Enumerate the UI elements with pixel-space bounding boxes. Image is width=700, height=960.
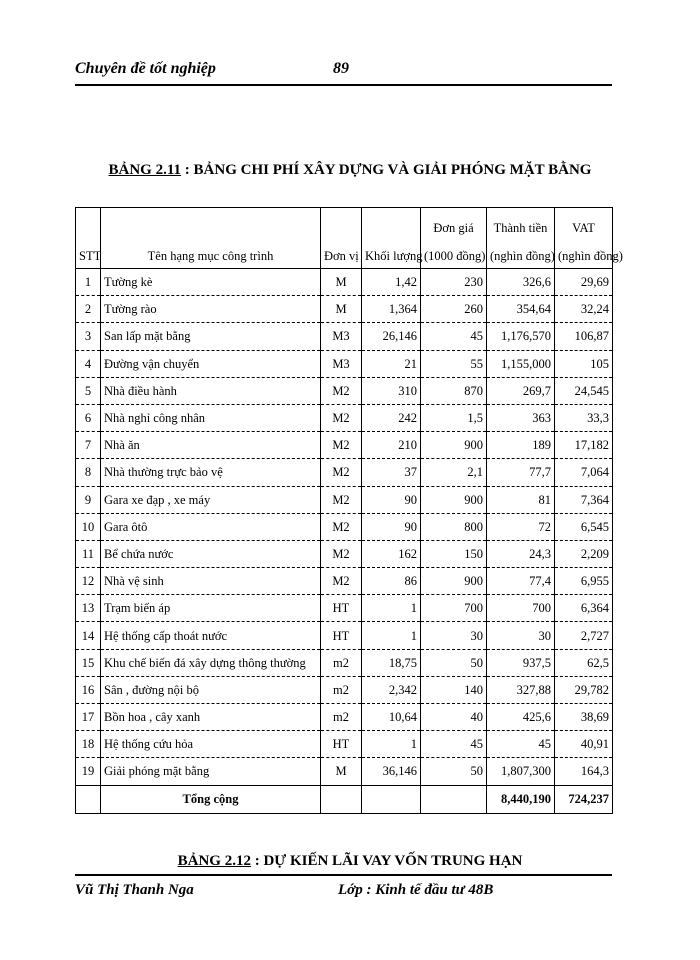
row-unit-price: 45 — [421, 323, 487, 350]
row-item-name: Hệ thống cấp thoát nước — [101, 622, 321, 649]
table-row — [76, 296, 613, 323]
row-vat: 40,91 — [555, 731, 613, 758]
row-unit-price: 50 — [421, 649, 487, 676]
header-item-name: Tên hạng mục công trình — [101, 208, 321, 269]
row-amount: 30 — [487, 622, 555, 649]
row-stt: 9 — [76, 486, 101, 513]
table-row — [76, 513, 613, 540]
row-item-name: Bể chứa nước — [101, 540, 321, 567]
row-vat: 32,24 — [555, 296, 613, 323]
table-caption: : BẢNG CHI PHÍ XÂY DỰNG VÀ GIẢI PHÓNG MẶT BẰNG — [181, 162, 592, 178]
row-unit-price: 900 — [421, 568, 487, 595]
row-quantity: 37 — [362, 459, 421, 486]
table-row — [76, 404, 613, 431]
table-row — [76, 323, 613, 350]
row-stt: 17 — [76, 704, 101, 731]
row-vat: 6,364 — [555, 595, 613, 622]
row-vat: 2,727 — [555, 622, 613, 649]
row-quantity: 1 — [362, 595, 421, 622]
header-unit: Đơn vị — [321, 208, 362, 269]
row-unit-price: 900 — [421, 432, 487, 459]
row-vat: 17,182 — [555, 432, 613, 459]
row-item-name: Nhà ăn — [101, 432, 321, 459]
row-unit: M2 — [321, 377, 362, 404]
total-blank — [362, 785, 421, 813]
row-vat: 6,545 — [555, 513, 613, 540]
table-row — [76, 540, 613, 567]
row-vat: 2,209 — [555, 540, 613, 567]
row-unit-price: 140 — [421, 676, 487, 703]
row-item-name: Gara ôtô — [101, 513, 321, 540]
row-unit: M — [321, 296, 362, 323]
row-quantity: 210 — [362, 432, 421, 459]
header-quantity: Khối lượng — [362, 208, 421, 269]
page-header — [75, 56, 612, 86]
row-unit-price: 230 — [421, 269, 487, 296]
row-vat: 7,064 — [555, 459, 613, 486]
table-row — [76, 758, 613, 785]
row-stt: 16 — [76, 676, 101, 703]
row-unit: m2 — [321, 676, 362, 703]
row-quantity: 26,146 — [362, 323, 421, 350]
row-unit: M3 — [321, 350, 362, 377]
row-stt: 5 — [76, 377, 101, 404]
table-row — [76, 704, 613, 731]
row-stt: 10 — [76, 513, 101, 540]
row-unit-price: 50 — [421, 758, 487, 785]
row-unit-price: 900 — [421, 486, 487, 513]
row-amount: 72 — [487, 513, 555, 540]
row-unit: m2 — [321, 649, 362, 676]
row-item-name: Bồn hoa , cây xanh — [101, 704, 321, 731]
table-row — [76, 377, 613, 404]
row-stt: 3 — [76, 323, 101, 350]
row-vat: 62,5 — [555, 649, 613, 676]
row-amount: 189 — [487, 432, 555, 459]
row-vat: 6,955 — [555, 568, 613, 595]
row-item-name: Giải phóng mặt bằng — [101, 758, 321, 785]
row-quantity: 162 — [362, 540, 421, 567]
row-unit-price: 150 — [421, 540, 487, 567]
row-amount: 269,7 — [487, 377, 555, 404]
table-header-row — [76, 208, 613, 269]
row-amount: 354,64 — [487, 296, 555, 323]
row-unit: M2 — [321, 568, 362, 595]
row-item-name: Hệ thống cứu hỏa — [101, 731, 321, 758]
table-ref-2: BẢNG 2.12 — [177, 853, 251, 869]
row-quantity: 86 — [362, 568, 421, 595]
table-title-2-12 — [0, 853, 700, 870]
total-vat: 724,237 — [555, 785, 613, 813]
page-number: 89 — [333, 60, 349, 77]
class-name: Lớp : Kinh tế đầu tư 48B — [338, 882, 494, 898]
row-unit: HT — [321, 731, 362, 758]
row-item-name: Sân , đường nội bộ — [101, 676, 321, 703]
row-item-name: Nhà điều hành — [101, 377, 321, 404]
total-blank — [321, 785, 362, 813]
row-amount: 937,5 — [487, 649, 555, 676]
row-item-name: Gara xe đạp , xe máy — [101, 486, 321, 513]
row-quantity: 21 — [362, 350, 421, 377]
row-quantity: 310 — [362, 377, 421, 404]
row-quantity: 242 — [362, 404, 421, 431]
row-stt: 14 — [76, 622, 101, 649]
row-stt: 2 — [76, 296, 101, 323]
row-vat: 38,69 — [555, 704, 613, 731]
row-vat: 33,3 — [555, 404, 613, 431]
row-item-name: San lấp mặt bằng — [101, 323, 321, 350]
total-amount: 8,440,190 — [487, 785, 555, 813]
row-vat: 29,782 — [555, 676, 613, 703]
row-vat: 24,545 — [555, 377, 613, 404]
table-row — [76, 595, 613, 622]
row-vat: 106,87 — [555, 323, 613, 350]
row-stt: 1 — [76, 269, 101, 296]
row-unit: M2 — [321, 404, 362, 431]
row-stt: 6 — [76, 404, 101, 431]
header-unit-price: Đơn giá (1000 đồng) — [421, 208, 487, 269]
table-row — [76, 350, 613, 377]
table-row — [76, 568, 613, 595]
row-unit: M3 — [321, 323, 362, 350]
row-vat: 105 — [555, 350, 613, 377]
row-amount: 77,4 — [487, 568, 555, 595]
row-item-name: Tường rào — [101, 296, 321, 323]
row-stt: 18 — [76, 731, 101, 758]
row-stt: 13 — [76, 595, 101, 622]
row-amount: 77,7 — [487, 459, 555, 486]
row-unit-price: 45 — [421, 731, 487, 758]
row-unit-price: 870 — [421, 377, 487, 404]
row-amount: 24,3 — [487, 540, 555, 567]
row-quantity: 10,64 — [362, 704, 421, 731]
row-amount: 81 — [487, 486, 555, 513]
row-stt: 4 — [76, 350, 101, 377]
row-unit-price: 55 — [421, 350, 487, 377]
header-vat: VAT (nghìn đồng) — [555, 208, 613, 269]
table-row — [76, 649, 613, 676]
table-ref: BẢNG 2.11 — [108, 162, 182, 178]
row-unit-price: 40 — [421, 704, 487, 731]
row-unit-price: 2,1 — [421, 459, 487, 486]
row-amount: 363 — [487, 404, 555, 431]
row-unit: M2 — [321, 513, 362, 540]
table-caption-2: : DỰ KIẾN LÃI VAY VỐN TRUNG HẠN — [250, 853, 523, 869]
row-amount: 700 — [487, 595, 555, 622]
total-blank — [76, 785, 101, 813]
cost-table — [75, 207, 623, 814]
row-unit: M2 — [321, 432, 362, 459]
row-unit: M2 — [321, 486, 362, 513]
table-row — [76, 459, 613, 486]
total-blank — [421, 785, 487, 813]
row-item-name: Nhà nghỉ công nhân — [101, 404, 321, 431]
row-vat: 29,69 — [555, 269, 613, 296]
row-item-name: Nhà vệ sinh — [101, 568, 321, 595]
row-unit: HT — [321, 595, 362, 622]
row-amount: 425,6 — [487, 704, 555, 731]
table-row — [76, 622, 613, 649]
row-quantity: 36,146 — [362, 758, 421, 785]
row-unit: M2 — [321, 540, 362, 567]
row-stt: 8 — [76, 459, 101, 486]
header-amount: Thành tiền (nghìn đồng) — [487, 208, 555, 269]
row-quantity: 1,42 — [362, 269, 421, 296]
row-quantity: 90 — [362, 513, 421, 540]
row-unit-price: 1,5 — [421, 404, 487, 431]
row-quantity: 1,364 — [362, 296, 421, 323]
row-item-name: Nhà thường trực bảo vệ — [101, 459, 321, 486]
total-label: Tổng cộng — [101, 785, 321, 813]
row-vat: 7,364 — [555, 486, 613, 513]
row-stt: 7 — [76, 432, 101, 459]
table-row — [76, 486, 613, 513]
row-unit: M — [321, 758, 362, 785]
row-unit: M — [321, 269, 362, 296]
total-row — [76, 785, 613, 813]
row-item-name: Đường vận chuyển — [101, 350, 321, 377]
row-unit-price: 800 — [421, 513, 487, 540]
row-stt: 15 — [76, 649, 101, 676]
row-quantity: 90 — [362, 486, 421, 513]
row-unit: m2 — [321, 704, 362, 731]
row-item-name: Khu chế biến đá xây dựng thông thường — [101, 649, 321, 676]
row-stt: 11 — [76, 540, 101, 567]
header-stt: STT — [76, 208, 101, 269]
row-quantity: 1 — [362, 622, 421, 649]
page-footer — [75, 874, 612, 904]
row-amount: 326,6 — [487, 269, 555, 296]
row-stt: 12 — [76, 568, 101, 595]
row-item-name: Trạm biến áp — [101, 595, 321, 622]
table-row — [76, 676, 613, 703]
row-unit-price: 260 — [421, 296, 487, 323]
row-amount: 1,176,570 — [487, 323, 555, 350]
row-quantity: 18,75 — [362, 649, 421, 676]
row-unit-price: 700 — [421, 595, 487, 622]
row-item-name: Tường kè — [101, 269, 321, 296]
row-amount: 327,88 — [487, 676, 555, 703]
table-row — [76, 432, 613, 459]
author-name: Vũ Thị Thanh Nga — [75, 882, 194, 898]
row-unit-price: 30 — [421, 622, 487, 649]
row-unit: HT — [321, 622, 362, 649]
table-row — [76, 269, 613, 296]
row-quantity: 1 — [362, 731, 421, 758]
row-vat: 164,3 — [555, 758, 613, 785]
row-unit: M2 — [321, 459, 362, 486]
table-row — [76, 731, 613, 758]
row-amount: 1,155,000 — [487, 350, 555, 377]
header-title: Chuyên đề tốt nghiệp — [75, 60, 216, 77]
table-title-2-11 — [0, 162, 700, 179]
row-amount: 45 — [487, 731, 555, 758]
row-amount: 1,807,300 — [487, 758, 555, 785]
row-quantity: 2,342 — [362, 676, 421, 703]
row-stt: 19 — [76, 758, 101, 785]
